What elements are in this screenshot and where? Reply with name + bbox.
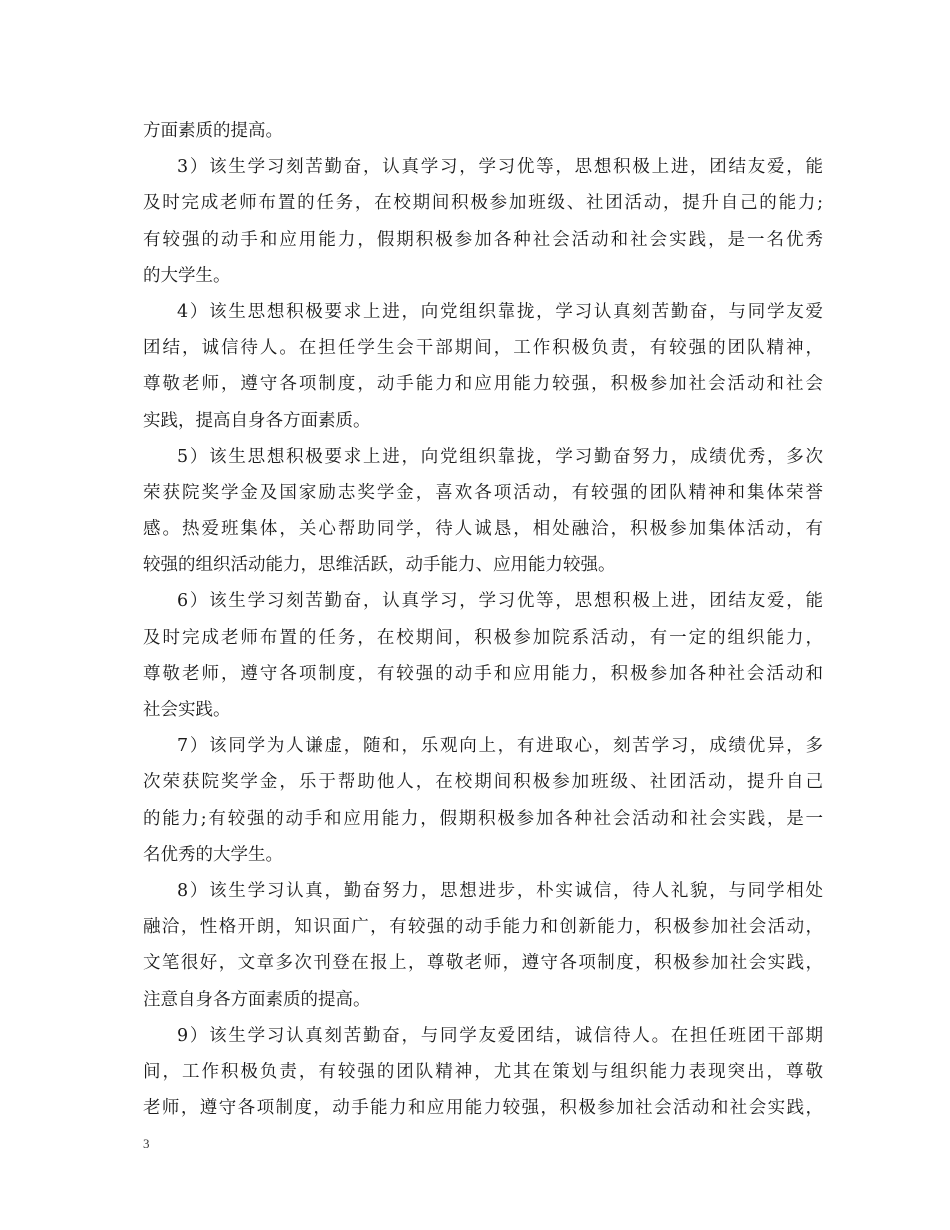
text-line: 及时完成老师布置的任务，在校期间积极参加班级、社团活动，提升自己的能力; [143,193,823,214]
text-line: 尊敬老师，遵守各项制度，有较强的动手和应用能力，积极参加各种社会活动和 [143,663,823,684]
text-line: 尊敬老师，遵守各项制度，动手能力和应用能力较强，积极参加社会活动和社会 [143,374,823,395]
text-line: 荣获院奖学金及国家励志奖学金，喜欢各项活动，有较强的团队精神和集体荣誉 [143,482,823,503]
text-line: 的大学生。 [143,265,231,286]
text-line: 6）该生学习刻苦勤奋，认真学习，学习优等，思想积极上进，团结友爱，能 [177,591,823,612]
text-line: 及时完成老师布置的任务，在校期间，积极参加院系活动，有一定的组织能力， [143,627,823,648]
text-line: 5）该生思想积极要求上进，向党组织靠拢，学习勤奋努力，成绩优秀，多次 [177,446,823,467]
text-line: 7）该同学为人谦虚，随和，乐观向上，有进取心，刻苦学习，成绩优异，多 [177,736,823,757]
text-line: 间，工作积极负责，有较强的团队精神，尤其在策划与组织能力表现突出，尊敬 [143,1061,823,1082]
text-line: 次荣获院奖学金，乐于帮助他人，在校期间积极参加班级、社团活动，提升自己 [143,772,823,793]
text-line: 社会实践。 [143,700,231,720]
page-number: 3 [143,1136,150,1151]
text-line: 团结，诚信待人。在担任学生会干部期间，工作积极负责，有较强的团队精神， [143,338,823,359]
text-line: 文笔很好，文章多次刊登在报上，尊敬老师，遵守各项制度，积极参加社会实践， [143,953,823,974]
text-line: 老师，遵守各项制度，动手能力和应用能力较强，积极参加社会活动和社会实践， [143,1098,823,1119]
text-line: 名优秀的大学生。 [143,844,283,865]
text-line: 实践，提高自身各方面素质。 [143,410,371,431]
text-line: 注意自身各方面素质的提高。 [143,989,371,1010]
text-line: 8）该生学习认真，勤奋努力，思想进步，朴实诚信，待人礼貌，与同学相处 [177,880,823,901]
text-line: 9）该生学习认真刻苦勤奋，与同学友爱团结，诚信待人。在担任班团干部期 [177,1025,823,1046]
text-line: 融洽，性格开朗，知识面广，有较强的动手能力和创新能力，积极参加社会活动， [143,917,823,938]
text-line: 感。热爱班集体，关心帮助同学，待人诚恳，相处融洽，积极参加集体活动，有 [143,519,823,540]
text-line: 方面素质的提高。 [143,121,283,141]
text-line: 较强的组织活动能力，思维活跃，动手能力、应用能力较强。 [143,555,616,576]
document-body [143,113,823,1126]
text-line: 3）该生学习刻苦勤奋，认真学习，学习优等，思想积极上进，团结友爱，能 [177,157,823,178]
text-line: 有较强的动手和应用能力，假期积极参加各种社会活动和社会实践，是一名优秀 [143,229,823,250]
text-line: 的能力;有较强的动手和应用能力，假期积极参加各种社会活动和社会实践，是一 [143,808,823,829]
text-line: 4）该生思想积极要求上进，向党组织靠拢，学习认真刻苦勤奋，与同学友爱 [177,301,823,322]
